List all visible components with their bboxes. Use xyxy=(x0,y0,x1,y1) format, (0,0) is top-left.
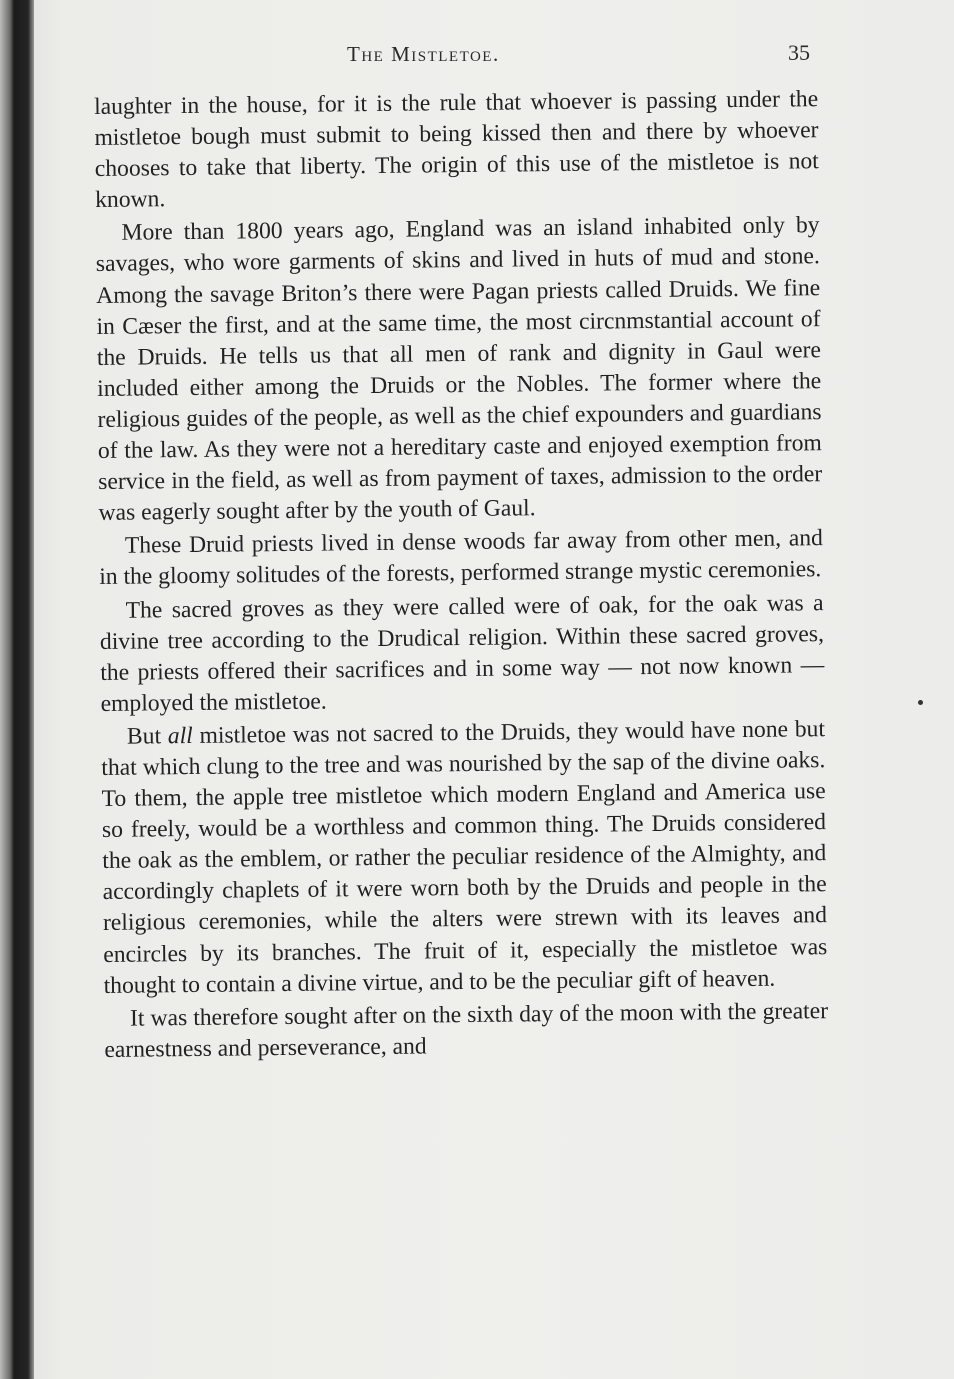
paragraph-5-emphasis: all xyxy=(167,722,193,750)
paragraph-4: The sacred groves as they were called were of oak, for the oak was a divine tree according to the Drudical religion. Within these sacred groves, the priests offered their sacrifices and in some way — not now known — employed the mistletoe. xyxy=(99,589,825,717)
paragraph-5-body: mistletoe was not sacred to the Druids, they would have none but that which clung to the tree and was nourished by the sap of the divine oaks. To them, the apple tree mistletoe which modern England and America use so freely, would be a worthless and common thing. The Druids considered the oak as the emblem, or rather the peculiar residence of the Almighty, and accordingly chaplets of it were worn both by the Druids and people in the religious ceremonies, while the alters were strewn with its leaves and encircles by its branches. The fruit of it, especially the mistletoe was thought to contain a divine virtue, and to be the peculiar gift of heaven. xyxy=(101,716,828,999)
paragraph-2: More than 1800 years ago, England was an island inhabited only by savages, who wore garments of skins and lived in huts of mud and stone. Among the savage Briton’s there were Pagan priests called Druids. We fine in Cæser the first, and at the same time, the most circnmstantial account of the Druids. He tells us that all men of rank and dignity in Gaul were included either among the Druids or the Nobles. The former where the religious guides of the people, as well as the chief expounders and guardians of the law. As they were not a hereditary caste and enjoyed exemption from service in the field, as well as from payment of taxes, admission to the order was eagerly sought after by the youth of Gaul. xyxy=(95,212,823,527)
page-header xyxy=(92,38,812,72)
body-text xyxy=(94,84,829,1068)
paragraph-6: It was therefore sought after on the sixth day of the moon with the greater earnestness and perseverance, and xyxy=(104,997,829,1063)
page-number: 35 xyxy=(788,40,810,65)
running-title: The Mistletoe. xyxy=(347,42,500,66)
binding-edge xyxy=(0,0,34,1379)
paragraph-3: These Druid priests lived in dense woods far away from other men, and in the gloomy solitudes of the forests, performed strange mystic ceremonies. xyxy=(99,525,824,591)
paragraph-5 xyxy=(101,714,828,1002)
paragraph-1: laughter in the house, for it is the rule that whoever is passing under the mistletoe bough must submit to being kissed then and there by whoever chooses to take that liberty. The origin of this use of the mistletoe is not known. xyxy=(94,86,819,214)
paragraph-5-lead: But xyxy=(126,723,168,750)
print-speck xyxy=(918,700,923,705)
